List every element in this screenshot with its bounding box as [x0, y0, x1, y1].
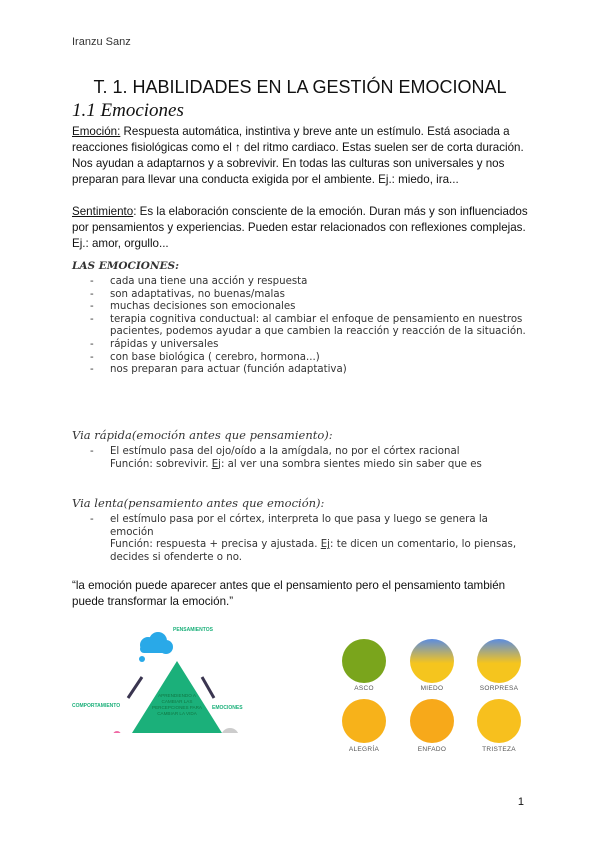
- list-item: - rápidas y universales: [72, 339, 532, 352]
- cbt-triangle-diagram: [72, 625, 277, 733]
- emoji-label: SORPRESA: [479, 685, 519, 692]
- emoji-label: MIEDO: [420, 685, 444, 692]
- cloud-icon: [139, 632, 173, 662]
- funcion-example: : al ver una sombra sientes miedo sin saber que es: [220, 458, 482, 470]
- emoji-label: TRISTEZA: [482, 746, 516, 753]
- emocion-paragraph: [72, 124, 532, 188]
- miedo-emoji-icon: [410, 639, 454, 683]
- list-item: - cada una tiene una acción y respuesta: [72, 276, 532, 289]
- emocion-term: Emoción:: [72, 125, 121, 138]
- arrow-right: [202, 677, 214, 698]
- emoji-label: ALEGRÍA: [348, 746, 380, 753]
- sentimiento-paragraph: [72, 204, 532, 252]
- page-header-author: Iranzu Sanz: [72, 36, 131, 48]
- via-rapida-list: [72, 446, 532, 471]
- via-lenta-item: el estímulo pasa por el córtex, interpreta lo que pasa y luego se genera la emoción: [110, 514, 488, 538]
- via-lenta-list: [72, 514, 532, 564]
- alegria-emoji-icon: [342, 699, 386, 743]
- las-emociones-heading: LAS EMOCIONES:: [72, 260, 180, 272]
- list-item: - muchas decisiones son emocionales: [72, 301, 532, 314]
- page-number: 1: [517, 796, 524, 808]
- list-item: [72, 446, 532, 471]
- sentimiento-text: : Es la elaboración consciente de la emoción. Duran más y son influenciados por pensamientos y experiencias. Pueden estar relacionados con reflexiones complejas. Ej.: amor, orgullo...: [72, 205, 528, 250]
- page-title: T. 1. HABILIDADES EN LA GESTIÓN EMOCIONAL: [93, 77, 507, 97]
- label-comportamiento: COMPORTAMIENTO: [72, 703, 121, 709]
- section-heading: 1.1 Emociones: [72, 100, 184, 121]
- las-emociones-list: [72, 276, 532, 377]
- funcion-text: Función: sobrevivir.: [110, 458, 212, 470]
- triangle-center-text: APRENDIENDO A CAMBIAR LAS PERCEPCIONES PARA CAMBIAR LA VIDA: [152, 693, 202, 716]
- ej-label: Ej: [320, 539, 331, 551]
- list-item: - con base biológica ( cerebro, hormona...): [72, 352, 532, 365]
- list-item: - terapia cognitiva conductual: al cambiar el enfoque de pensamiento en nuestros pacientes, podemos ayudar a que cambien la reacción y reacción de la situación.: [72, 314, 532, 339]
- emoji-label: ENFADO: [417, 746, 447, 753]
- ej-label: Ej: [211, 458, 221, 470]
- emoji-label: ASCO: [354, 685, 374, 692]
- sentimiento-term: Sentimiento: [72, 205, 134, 218]
- list-item: - nos preparan para actuar (función adaptativa): [72, 364, 532, 377]
- label-pensamientos: PENSAMIENTOS: [173, 627, 213, 633]
- asco-emoji-icon: [342, 639, 386, 683]
- enfado-emoji-icon: [410, 699, 454, 743]
- sorpresa-emoji-icon: [477, 639, 521, 683]
- via-rapida-item: El estímulo pasa del ojo/oído a la amígdala, no por el córtex racional: [110, 446, 460, 457]
- list-item: - son adaptativas, no buenas/malas: [72, 289, 532, 302]
- funcion-text: Función: respuesta + precisa y ajustada.: [110, 539, 321, 551]
- tristeza-emoji-icon: [477, 699, 521, 743]
- emotion-faces-grid: [333, 635, 533, 760]
- emocion-text: Respuesta automática, instintiva y breve ante un estímulo. Está asociada a reacciones fisiológicas como el ↑ del ritmo cardiaco. Estas suelen ser de corta duración. Nos ayudan a adaptarnos y a sobrevivir. En todas las culturas son universales y nos preparan para llevar una conducta exigida por el ambiente. Ej.: miedo, ira...: [72, 125, 524, 186]
- face-icon: [221, 728, 239, 733]
- via-lenta-heading: Via lenta(pensamiento antes que emoción):: [72, 496, 325, 510]
- gears-icon: [97, 731, 121, 733]
- quote: “la emoción puede aparecer antes que el pensamiento pero el pensamiento también puede transformar la emoción.”: [72, 579, 506, 608]
- label-emociones: EMOCIONES: [212, 705, 243, 711]
- list-item: [72, 514, 532, 564]
- arrow-left: [128, 677, 142, 698]
- via-rapida-heading: Via rápida(emoción antes que pensamiento):: [72, 428, 333, 442]
- funcion-example: : te dicen un comentario, lo piensas, decides si ofenderte o no.: [110, 539, 517, 563]
